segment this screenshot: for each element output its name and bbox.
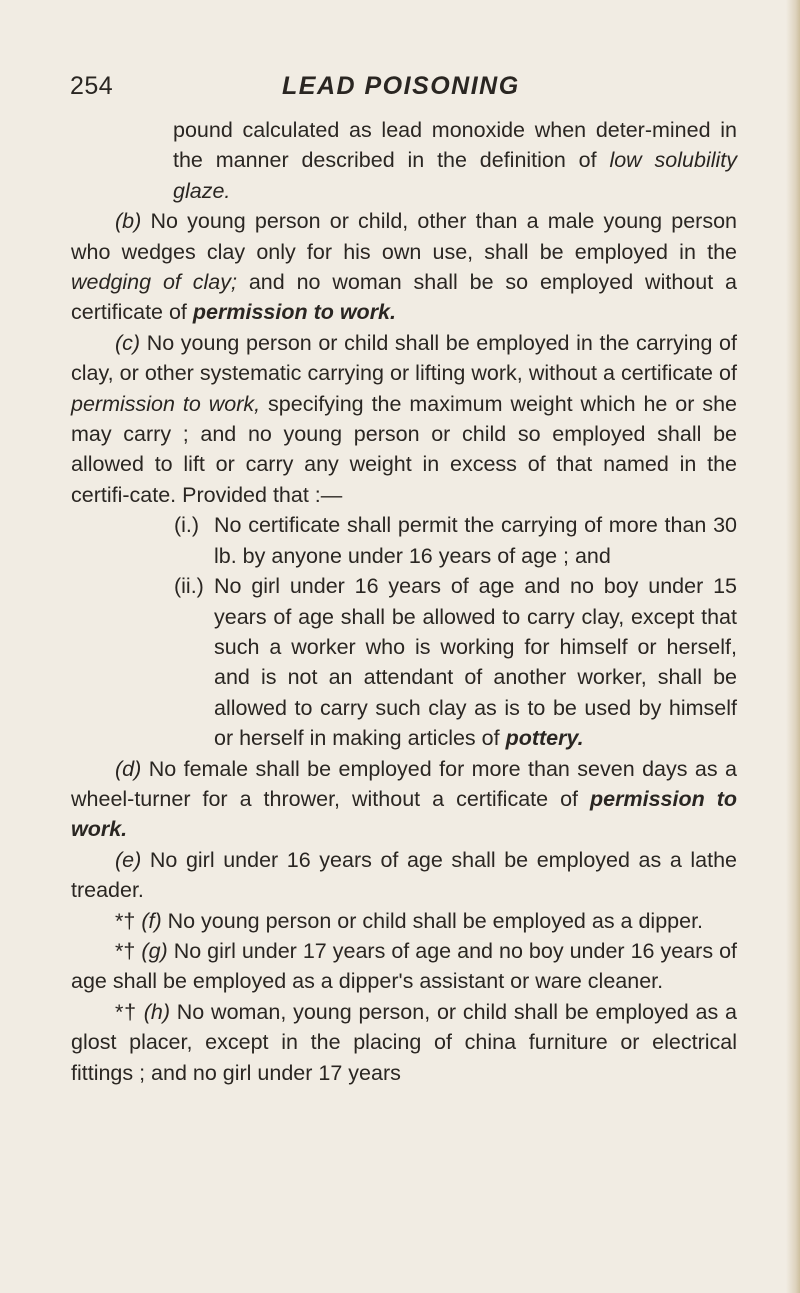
page-number: 254 bbox=[70, 72, 114, 100]
footnote-marker: *† bbox=[115, 938, 136, 963]
running-title: LEAD POISONING bbox=[282, 72, 520, 100]
footnote-marker: *† bbox=[115, 999, 137, 1024]
text-run: No young person or child shall be employed as a dipper. bbox=[161, 908, 704, 933]
paragraph-c bbox=[71, 328, 737, 510]
text-run: No young person or child, other than a male young person who wedges clay only for his own use, shall be employed in the bbox=[71, 209, 737, 264]
subclause-number: (ii.) bbox=[174, 574, 204, 599]
paragraph-continuation bbox=[71, 115, 737, 206]
italic-term: pottery. bbox=[505, 726, 584, 751]
italic-term: permission to work. bbox=[71, 786, 738, 842]
subclause-i bbox=[71, 510, 737, 571]
italic-term: permission to work, bbox=[71, 391, 261, 416]
paragraph-h bbox=[71, 997, 737, 1088]
clause-label: (c) bbox=[115, 330, 141, 355]
clause-label: (e) bbox=[115, 847, 142, 872]
paragraph-b bbox=[71, 206, 737, 328]
text-run: No woman, young person, or child shall be employed as a glost placer, except in the placing of china furniture or electrical fittings ; and no girl under 17 years bbox=[71, 999, 737, 1085]
page-edge-shadow bbox=[786, 0, 800, 1293]
running-head bbox=[70, 72, 730, 112]
subclause-ii bbox=[71, 571, 737, 753]
text-run: No young person or child shall be employed in the carrying of clay, or other systematic carrying or lifting work, without a certificate of bbox=[71, 330, 737, 386]
text-run: No certificate shall permit the carrying of more than 30 lb. by anyone under 16 years of age ; and bbox=[214, 513, 737, 568]
text-run: specifying the maximum weight which he or she may carry ; and no young person or child so employed shall be allowed to lift or carry any weight in excess of that named in the certifi-cate. Provided that :— bbox=[71, 391, 737, 507]
clause-label: (b) bbox=[115, 209, 142, 234]
clause-label: (f) bbox=[141, 908, 162, 933]
clause-label: (d) bbox=[115, 756, 142, 781]
text-run: No girl under 16 years of age shall be employed as a lathe treader. bbox=[71, 847, 737, 903]
clause-label: (g) bbox=[141, 938, 168, 963]
text-run: No girl under 16 years of age and no boy under 15 years of age shall be allowed to carry clay, except that such a worker who is working for himself or herself, and is not an attendant of another worker, shall be allowed to carry such clay as is to be used by himself or herself in making articles of bbox=[214, 574, 737, 751]
clause-label: (h) bbox=[143, 999, 170, 1024]
paragraph-e bbox=[71, 845, 737, 906]
italic-term: low solubility glaze. bbox=[173, 148, 737, 203]
text-run: pound calculated as lead monoxide when deter-mined in the manner described in the definition of bbox=[173, 118, 737, 173]
text-run: and no woman shall be so employed without a certificate of bbox=[71, 270, 737, 325]
subclause-number: (i.) bbox=[174, 513, 200, 538]
italic-term: permission to work. bbox=[192, 300, 396, 325]
footnote-marker: *† bbox=[115, 908, 136, 933]
paragraph-d bbox=[71, 754, 737, 845]
text-run: No female shall be employed for more than seven days as a wheel-turner for a thrower, without a certificate of bbox=[71, 756, 737, 811]
text-run: No girl under 17 years of age and no boy under 16 years of age shall be employed as a dipper's assistant or ware cleaner. bbox=[71, 938, 738, 994]
paragraph-f bbox=[71, 906, 737, 936]
body-text bbox=[71, 115, 737, 1088]
paragraph-g bbox=[71, 936, 737, 997]
italic-term: wedging of clay; bbox=[71, 270, 237, 295]
